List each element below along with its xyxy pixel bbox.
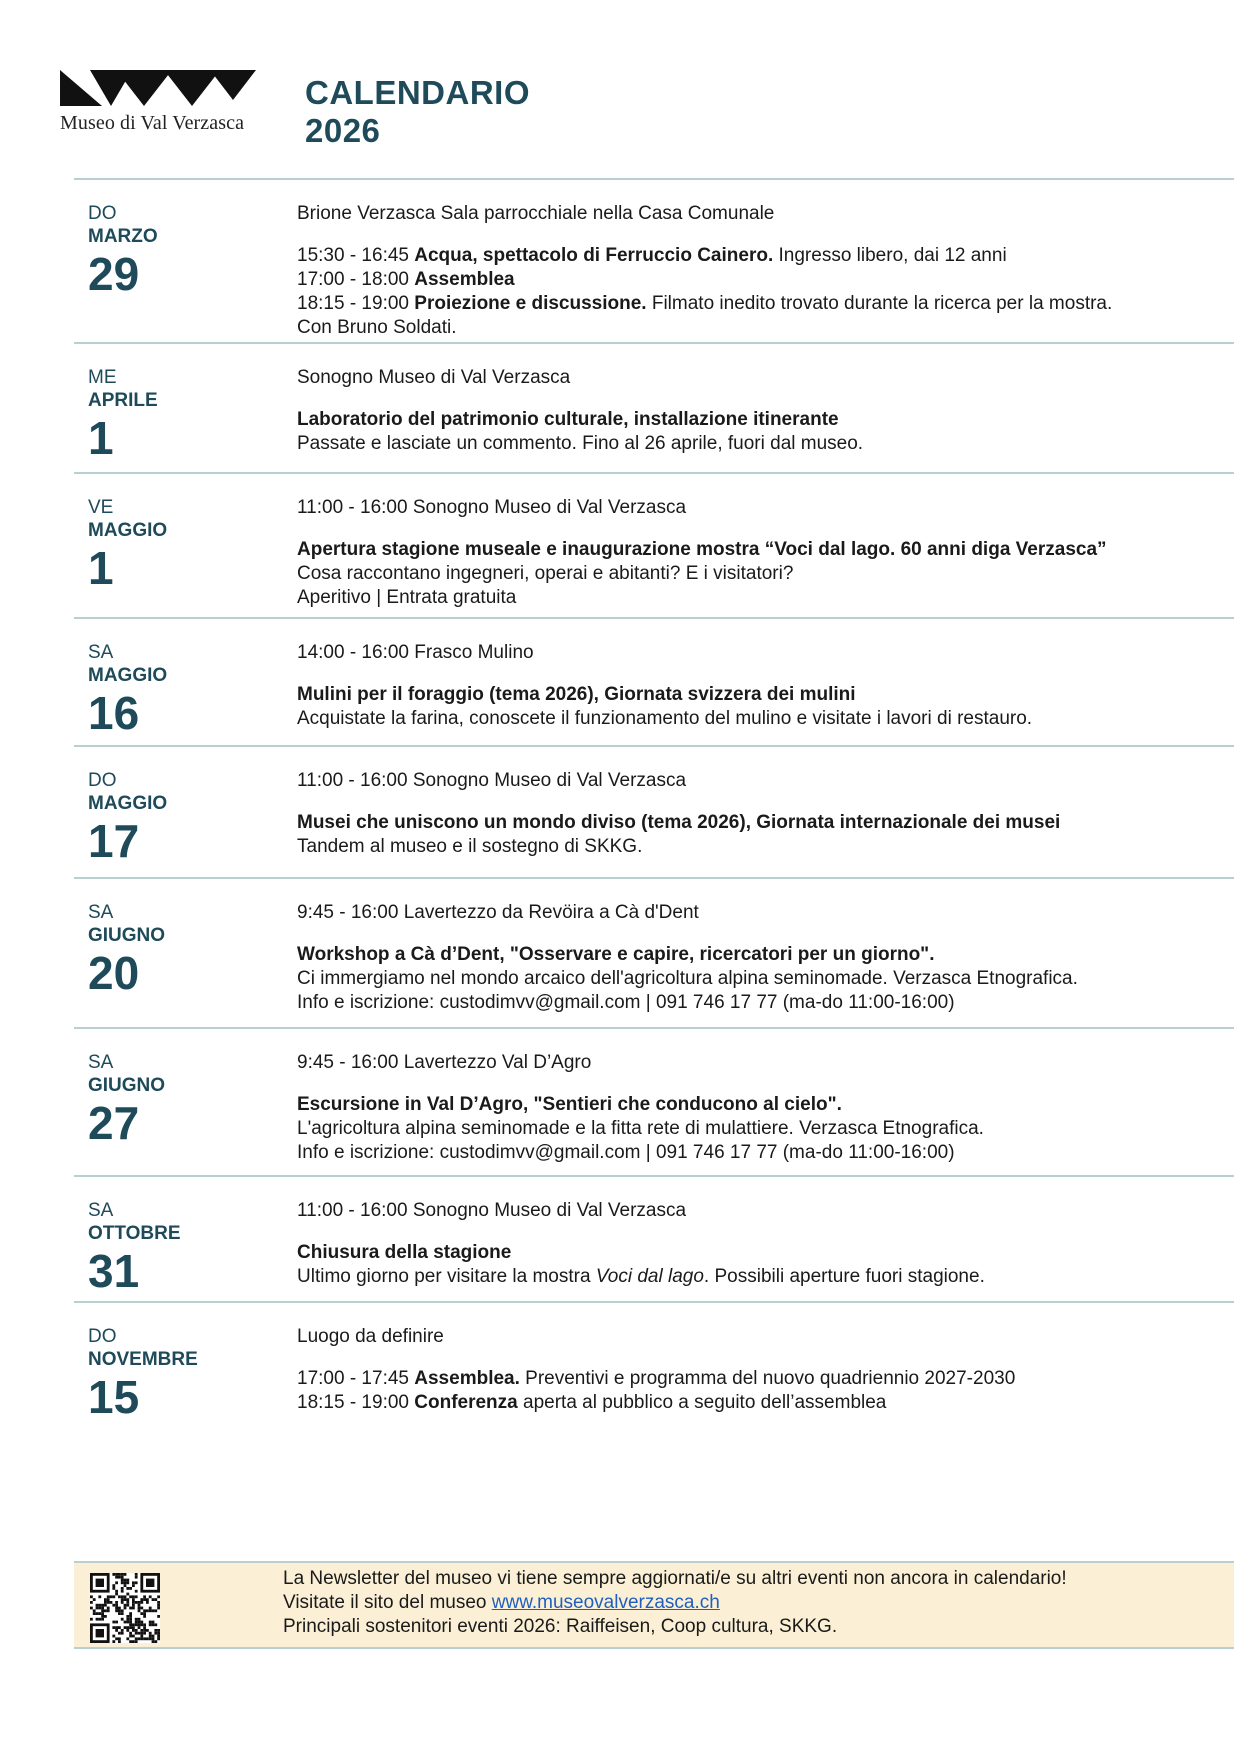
event-title: Assemblea [414,269,515,290]
event-day: 15 [88,1371,140,1423]
event-line [297,562,1234,586]
event-month: MAGGIO [88,793,168,814]
event-date [74,180,297,342]
event-month: MAGGIO [88,665,168,686]
event-details [297,879,1234,1027]
event-line [297,1141,1234,1165]
event-day: 31 [88,1245,140,1297]
event-time: 17:00 - 17:45 [297,1368,415,1389]
event-details [297,344,1234,472]
event-line [297,707,1234,731]
event-weekday: VE [88,497,114,518]
museum-website-link[interactable]: www.museovalverzasca.ch [491,1592,720,1613]
logo-mark-icon [60,70,256,106]
title-line-2: 2026 [305,112,381,149]
event-day: 29 [88,248,140,300]
page-header [60,70,1210,170]
event-weekday: SA [88,1052,114,1073]
event-row [74,877,1234,1027]
event-line [297,244,1234,268]
event-date [74,747,297,877]
qr-code-icon[interactable] [90,1573,160,1643]
event-text: Filmato inedito trovato durante la ricerca per la mostra. [646,293,1113,314]
event-text: aperta al pubblico a seguito dell’assemblea [517,1392,887,1413]
event-location: 11:00 - 16:00 Sonogno Museo di Val Verzasca [297,497,687,518]
event-weekday: ME [88,367,117,388]
event-weekday: DO [88,203,117,224]
event-month: GIUGNO [88,1075,166,1096]
footer-sponsors: Principali sostenitori eventi 2026: Raiffeisen, Coop cultura, SKKG. [283,1616,838,1637]
title-line-1: CALENDARIO [305,74,530,111]
event-title: Musei che uniscono un mondo diviso (tema 2026), Giornata internazionale dei musei [297,812,1061,833]
event-location: 11:00 - 16:00 Sonogno Museo di Val Verzasca [297,770,687,791]
event-weekday: SA [88,642,114,663]
event-text: Con Bruno Soldati. [297,317,457,338]
event-text: Ci immergiamo nel mondo arcaico dell'agricoltura alpina seminomade. Verzasca Etnografica. [297,968,1078,989]
event-text: Cosa raccontano ingegneri, operai e abitanti? E i visitatori? [297,563,794,584]
event-day: 17 [88,815,140,867]
event-line [297,835,1234,859]
event-line [297,943,1234,967]
event-location: Sonogno Museo di Val Verzasca [297,367,571,388]
event-details [297,747,1234,877]
event-line [297,586,1234,610]
event-row [74,342,1234,472]
event-line [297,538,1234,562]
event-text: Info e iscrizione: custodimvv@gmail.com | 091 746 17 77 (ma-do 11:00-16:00) [297,1142,955,1163]
footer-website-prefix: Visitate il sito del museo [283,1592,492,1613]
event-month: OTTOBRE [88,1223,181,1244]
event-month: MAGGIO [88,520,168,541]
event-month: MARZO [88,226,158,247]
event-location: 11:00 - 16:00 Sonogno Museo di Val Verzasca [297,1200,687,1221]
event-line [297,1391,1234,1415]
event-date [74,344,297,472]
event-text: Passate e lasciate un commento. Fino al 26 aprile, fuori dal museo. [297,433,864,454]
event-row [74,1027,1234,1175]
event-text-after: . Possibili aperture fuori stagione. [703,1266,985,1287]
event-title: Proiezione e discussione. [414,293,647,314]
event-italic: Voci dal lago [595,1266,704,1287]
event-row [74,1301,1234,1428]
event-text: Tandem al museo e il sostegno di SKKG. [297,836,643,857]
event-details [297,1303,1234,1428]
event-location: 14:00 - 16:00 Frasco Mulino [297,642,534,663]
event-line [297,316,1234,340]
event-line [297,268,1234,292]
event-line [297,1367,1234,1391]
event-title: Conferenza [414,1392,518,1413]
event-time: 17:00 - 18:00 [297,269,415,290]
event-time: 18:15 - 19:00 [297,1392,415,1413]
event-location: 9:45 - 16:00 Lavertezzo da Revöira a Cà d'Dent [297,902,699,923]
event-text: Ultimo giorno per visitare la mostra [297,1266,596,1287]
event-title: Laboratorio del patrimonio culturale, installazione itinerante [297,409,839,430]
event-line [297,811,1234,835]
event-text: Ingresso libero, dai 12 anni [773,245,1007,266]
event-line [297,292,1234,316]
event-date [74,1177,297,1301]
event-title: Mulini per il foraggio (tema 2026), Giornata svizzera dei mulini [297,684,856,705]
footer-newsletter: La Newsletter del museo vi tiene sempre aggiornati/e su altri eventi non ancora in calendario! [283,1568,1067,1589]
event-day: 16 [88,687,140,739]
event-title: Workshop a Cà d’Dent, "Osservare e capire, ricercatori per un giorno". [297,944,935,965]
events-list [74,178,1234,1428]
event-time: 18:15 - 19:00 [297,293,415,314]
event-day: 20 [88,947,140,999]
event-day: 1 [88,542,114,594]
event-date [74,619,297,745]
event-location: Luogo da definire [297,1326,444,1347]
event-title: Acqua, spettacolo di Ferruccio Cainero. [414,245,774,266]
event-text: Info e iscrizione: custodimvv@gmail.com | 091 746 17 77 (ma-do 11:00-16:00) [297,992,955,1013]
event-weekday: DO [88,1326,117,1347]
event-time: 15:30 - 16:45 [297,245,415,266]
event-details [297,1177,1234,1301]
event-date [74,474,297,617]
event-details [297,474,1234,617]
logo-text: Museo di Val Verzasca [60,112,245,134]
event-weekday: SA [88,1200,114,1221]
event-row [74,617,1234,745]
event-title: Escursione in Val D’Agro, "Sentieri che conducono al cielo". [297,1094,842,1115]
event-title: Apertura stagione museale e inaugurazione mostra “Voci dal lago. 60 anni diga Verzasca” [297,539,1107,560]
event-weekday: SA [88,902,114,923]
event-details [297,1029,1234,1175]
event-row [74,1175,1234,1301]
event-line [297,408,1234,432]
event-date [74,1303,297,1428]
event-text: Preventivi e programma del nuovo quadriennio 2027-2030 [519,1368,1016,1389]
event-line [297,432,1234,456]
event-line [297,683,1234,707]
event-line [297,1265,1234,1289]
event-details [297,180,1234,342]
event-text: L'agricoltura alpina seminomade e la fitta rete di mulattiere. Verzasca Etnografica. [297,1118,984,1139]
footer-text [283,1563,1234,1647]
event-location: Brione Verzasca Sala parrocchiale nella Casa Comunale [297,203,775,224]
footer-website-line [283,1591,1234,1615]
museum-logo [60,70,260,135]
event-date [74,1029,297,1175]
event-line [297,1093,1234,1117]
event-day: 27 [88,1097,140,1149]
event-text: Aperitivo | Entrata gratuita [297,587,517,608]
event-line [297,991,1234,1015]
event-date [74,879,297,1027]
event-text: Acquistate la farina, conoscete il funzionamento del mulino e visitate i lavori di restauro. [297,708,1033,729]
event-day: 1 [88,412,114,464]
event-weekday: DO [88,770,117,791]
event-line [297,1241,1234,1265]
event-row [74,472,1234,617]
event-line [297,967,1234,991]
event-month: GIUGNO [88,925,166,946]
event-details [297,619,1234,745]
event-title: Chiusura della stagione [297,1242,512,1263]
qr-cell [74,1563,283,1647]
event-month: APRILE [88,390,158,411]
event-location: 9:45 - 16:00 Lavertezzo Val D’Agro [297,1052,592,1073]
page-title [305,74,530,150]
event-line [297,1117,1234,1141]
event-row [74,745,1234,877]
event-row [74,178,1234,342]
footer-banner [74,1561,1234,1649]
event-month: NOVEMBRE [88,1349,198,1370]
event-title: Assemblea. [414,1368,520,1389]
